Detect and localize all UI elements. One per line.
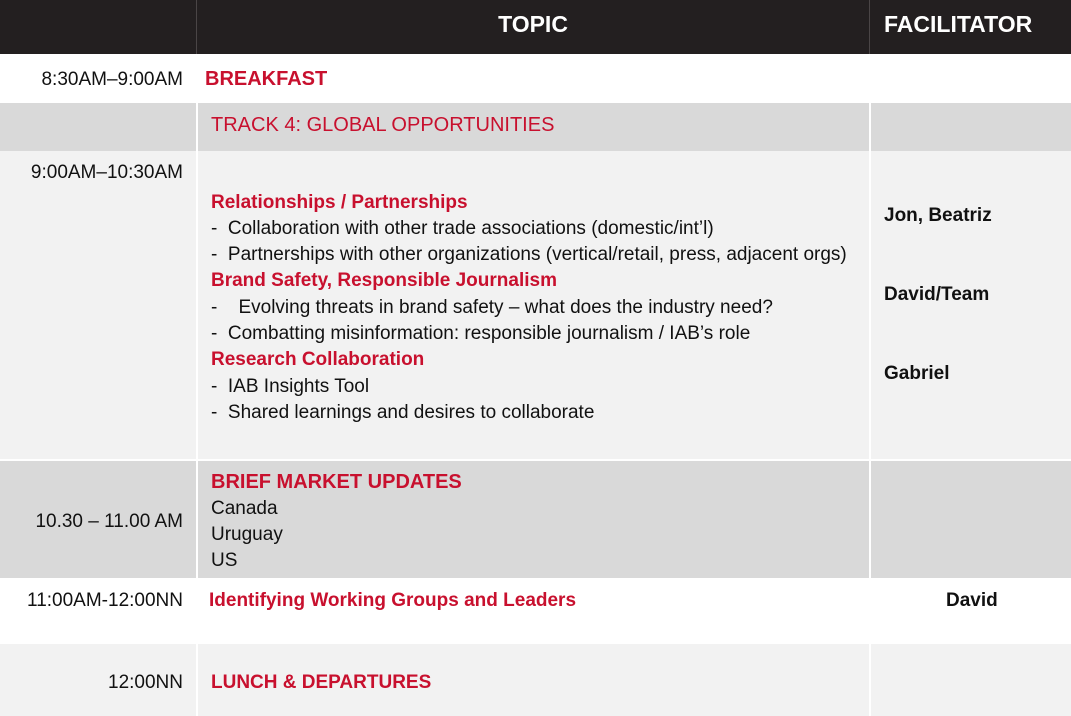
header-time-cell <box>0 0 196 54</box>
facilitator-name: David <box>946 590 998 611</box>
time-cell <box>0 151 196 459</box>
topic-title: LUNCH & DEPARTURES <box>211 672 432 693</box>
time-cell <box>0 461 196 578</box>
list-item: - Partnerships with other organizations (vertical/retail, press, adjacent orgs) <box>211 244 847 265</box>
header-topic: TOPIC <box>196 0 869 54</box>
table-row-working <box>0 578 1071 644</box>
topic-cell <box>196 644 869 716</box>
group-heading: Brand Safety, Responsible Journalism <box>211 270 557 291</box>
group-heading: Relationships / Partnerships <box>211 192 468 213</box>
facilitator-cell <box>869 644 1071 716</box>
topic-cell <box>196 578 869 644</box>
list-item: - Evolving threats in brand safety – what does the industry need? <box>211 297 773 318</box>
facilitator-name: Jon, Beatriz <box>884 205 992 226</box>
time-cell: 8:30AM–9:00AM <box>41 69 183 90</box>
table-header <box>0 0 1071 54</box>
topic-title: BREAKFAST <box>205 68 328 90</box>
topic-cell <box>196 151 869 459</box>
group-heading: Research Collaboration <box>211 349 425 370</box>
list-item: Canada <box>211 498 278 519</box>
facilitator-cell <box>869 151 1071 459</box>
time-cell <box>0 578 196 644</box>
facilitator-name: David/Team <box>884 284 990 305</box>
facilitator-name: Gabriel <box>884 363 950 384</box>
working-time: 11:00AM-12:00NN <box>27 590 183 611</box>
list-item: US <box>211 550 238 571</box>
market-heading: BRIEF MARKET UPDATES <box>211 471 462 493</box>
table-row-breakfast <box>0 54 1071 103</box>
header-facilitator: FACILITATOR <box>869 0 1071 54</box>
table-row-lunch <box>0 644 1071 716</box>
facilitator-cell <box>869 461 1071 578</box>
topic-cell <box>196 54 869 103</box>
table-row-session <box>0 151 1071 459</box>
time-cell <box>0 644 196 716</box>
time-cell <box>0 103 196 151</box>
lunch-time: 12:00NN <box>108 672 183 693</box>
facilitator-cell <box>869 103 1071 151</box>
list-item: - IAB Insights Tool <box>211 376 370 397</box>
topic-title: Identifying Working Groups and Leaders <box>209 590 577 611</box>
market-time: 10.30 – 11.00 AM <box>35 511 183 532</box>
facilitator-cell <box>869 578 1071 644</box>
session-time: 9:00AM–10:30AM <box>30 162 183 183</box>
list-item: - Collaboration with other trade associations (domestic/int’l) <box>211 218 714 239</box>
topic-cell <box>196 461 869 578</box>
topic-cell <box>196 103 869 151</box>
list-item: - Shared learnings and desires to collaborate <box>211 402 595 423</box>
table-row-track <box>0 103 1071 151</box>
track-title: TRACK 4: GLOBAL OPPORTUNITIES <box>211 114 555 136</box>
list-item: - Combatting misinformation: responsible journalism / IAB’s role <box>211 323 751 344</box>
list-item: Uruguay <box>211 524 283 545</box>
table-row-market <box>0 461 1071 578</box>
